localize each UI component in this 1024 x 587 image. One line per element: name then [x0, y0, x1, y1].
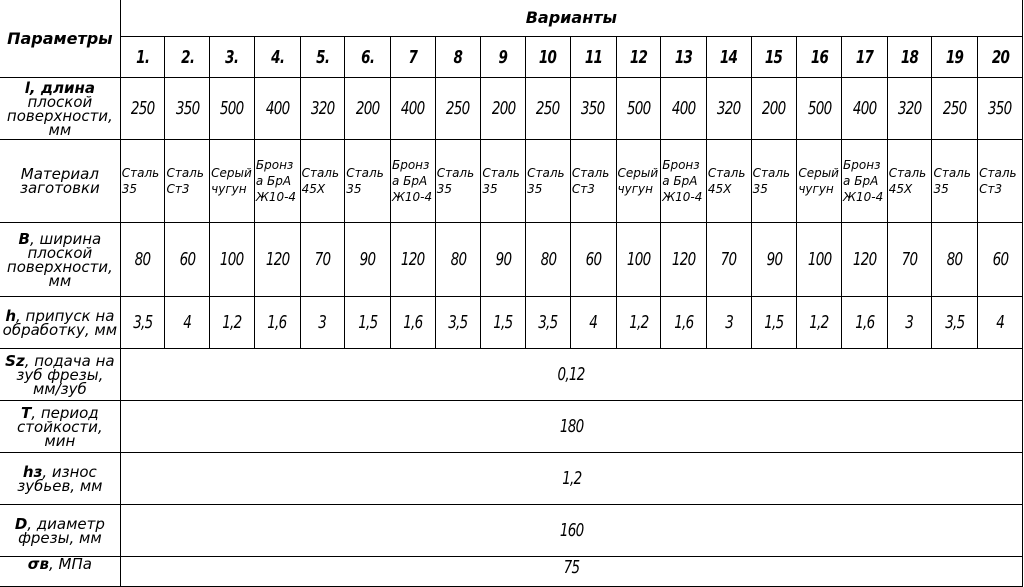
width-row [0, 223, 1023, 297]
material-cell: Бронза БрА Ж10-4 [390, 140, 435, 223]
length-cell: 400 [254, 78, 300, 140]
material-cell: Сталь 35 [751, 140, 797, 223]
material-cell: Сталь Ст3 [165, 140, 210, 223]
length-label: l, длина плоской поверхности, мм [0, 78, 120, 140]
material-cell: Сталь 35 [526, 140, 571, 223]
variant-number: 14 [706, 37, 751, 78]
allowance-cell: 1,2 [210, 297, 255, 349]
allowance-cell: 1,6 [842, 297, 888, 349]
variant-number: 11 [570, 37, 616, 78]
wear-value: 1,2 [120, 453, 1022, 505]
allowance-cell: 4 [570, 297, 616, 349]
feed-label: Sz, подача на зуб фрезы, мм/зуб [0, 349, 120, 401]
width-cell: 60 [570, 223, 616, 297]
allowance-cell: 1,5 [481, 297, 526, 349]
variant-number: 9 [481, 37, 526, 78]
variant-number: 12 [616, 37, 661, 78]
length-cell: 400 [390, 78, 435, 140]
length-cell: 500 [797, 78, 842, 140]
length-cell: 320 [300, 78, 345, 140]
length-cell: 400 [842, 78, 888, 140]
width-cell: 80 [526, 223, 571, 297]
allowance-cell: 1,6 [661, 297, 707, 349]
variant-number: 3. [210, 37, 255, 78]
length-cell: 400 [661, 78, 707, 140]
variant-number: 20 [978, 37, 1023, 78]
allowance-cell: 1,2 [797, 297, 842, 349]
allowance-cell: 3,5 [526, 297, 571, 349]
allowance-cell: 3,5 [435, 297, 481, 349]
allowance-cell: 1,6 [254, 297, 300, 349]
width-cell: 90 [481, 223, 526, 297]
material-cell: Сталь Ст3 [978, 140, 1023, 223]
allowance-cell: 3 [706, 297, 751, 349]
allowance-label: h, припуск на обработку, мм [0, 297, 120, 349]
diameter-label: D, диаметр фрезы, мм [0, 505, 120, 557]
variant-number: 6. [345, 37, 391, 78]
variant-number-row [0, 37, 1023, 78]
period-value: 180 [120, 401, 1022, 453]
material-cell: Бронза БрА Ж10-4 [254, 140, 300, 223]
material-cell: Сталь 35 [345, 140, 391, 223]
variant-number: 19 [932, 37, 978, 78]
length-cell: 350 [978, 78, 1023, 140]
diameter-value: 160 [120, 505, 1022, 557]
length-cell: 250 [435, 78, 481, 140]
length-cell: 500 [210, 78, 255, 140]
material-cell: Бронза БрА Ж10-4 [842, 140, 888, 223]
allowance-cell: 3 [300, 297, 345, 349]
length-cell: 350 [165, 78, 210, 140]
wear-label: hз, износ зубьев, мм [0, 453, 120, 505]
material-cell: Сталь 35 [481, 140, 526, 223]
width-cell: 120 [661, 223, 707, 297]
length-cell: 200 [345, 78, 391, 140]
length-row [0, 78, 1023, 140]
length-cell: 320 [887, 78, 932, 140]
width-cell: 100 [616, 223, 661, 297]
width-cell: 70 [887, 223, 932, 297]
material-cell: Сталь 35 [120, 140, 165, 223]
material-cell: Серый чугун [797, 140, 842, 223]
allowance-cell: 1,6 [390, 297, 435, 349]
width-cell: 100 [797, 223, 842, 297]
allowance-cell: 4 [978, 297, 1023, 349]
variant-number: 18 [887, 37, 932, 78]
diameter-row [0, 505, 1023, 557]
variant-number: 7 [390, 37, 435, 78]
width-cell: 70 [706, 223, 751, 297]
strength-label: σв, МПа [0, 557, 120, 587]
variant-number: 2. [165, 37, 210, 78]
material-cell: Сталь 35 [932, 140, 978, 223]
wear-row [0, 453, 1023, 505]
variant-number: 10 [526, 37, 571, 78]
length-cell: 500 [616, 78, 661, 140]
allowance-cell: 3,5 [932, 297, 978, 349]
width-cell: 60 [165, 223, 210, 297]
material-cell: Сталь Ст3 [570, 140, 616, 223]
strength-row [0, 557, 1023, 587]
width-cell: 120 [390, 223, 435, 297]
allowance-cell: 1,5 [751, 297, 797, 349]
strength-value: 75 [120, 557, 1022, 587]
material-label: Материал заготовки [0, 140, 120, 223]
width-cell: 90 [751, 223, 797, 297]
material-cell: Сталь 45Х [706, 140, 751, 223]
material-cell: Сталь 35 [435, 140, 481, 223]
width-cell: 80 [932, 223, 978, 297]
width-cell: 60 [978, 223, 1023, 297]
material-row [0, 140, 1023, 223]
material-cell: Серый чугун [210, 140, 255, 223]
length-cell: 200 [481, 78, 526, 140]
allowance-row [0, 297, 1023, 349]
width-cell: 100 [210, 223, 255, 297]
width-cell: 120 [254, 223, 300, 297]
allowance-cell: 3 [887, 297, 932, 349]
length-cell: 200 [751, 78, 797, 140]
length-cell: 250 [526, 78, 571, 140]
width-cell: 70 [300, 223, 345, 297]
period-label: T, период стойкости, мин [0, 401, 120, 453]
variant-number: 4. [254, 37, 300, 78]
material-cell: Серый чугун [616, 140, 661, 223]
length-cell: 250 [932, 78, 978, 140]
allowance-cell: 3,5 [120, 297, 165, 349]
variant-number: 17 [842, 37, 888, 78]
material-cell: Сталь 45Х [300, 140, 345, 223]
variant-number: 8 [435, 37, 481, 78]
feed-value: 0,12 [120, 349, 1022, 401]
allowance-cell: 1,2 [616, 297, 661, 349]
variant-number: 5. [300, 37, 345, 78]
period-row [0, 401, 1023, 453]
width-cell: 90 [345, 223, 391, 297]
variant-number: 15 [751, 37, 797, 78]
variant-number: 1. [120, 37, 165, 78]
allowance-cell: 1,5 [345, 297, 391, 349]
width-cell: 80 [435, 223, 481, 297]
variant-number: 16 [797, 37, 842, 78]
material-cell: Бронза БрА Ж10-4 [661, 140, 707, 223]
params-header: Параметры [0, 0, 120, 78]
material-cell: Сталь 45Х [887, 140, 932, 223]
allowance-cell: 4 [165, 297, 210, 349]
length-cell: 250 [120, 78, 165, 140]
length-cell: 320 [706, 78, 751, 140]
feed-row [0, 349, 1023, 401]
length-cell: 350 [570, 78, 616, 140]
width-cell: 120 [842, 223, 888, 297]
width-cell: 80 [120, 223, 165, 297]
variant-number: 13 [661, 37, 707, 78]
variants-header: Варианты [120, 0, 1022, 37]
width-label: B, ширина плоской поверхности, мм [0, 223, 120, 297]
